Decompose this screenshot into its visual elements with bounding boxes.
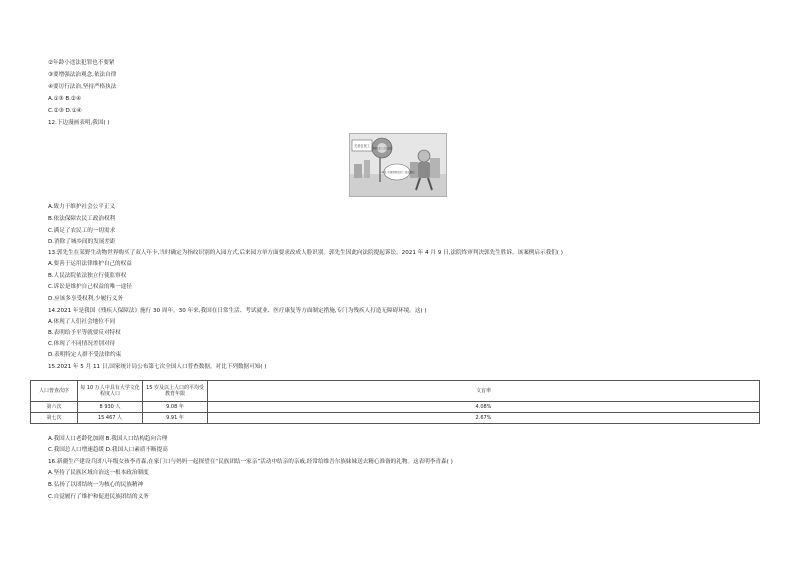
- q15-option-line: A.我国人口老龄化加剧 B.我国人口结构趋向合理: [48, 436, 168, 442]
- q15-stem: 15.2021 年 5 月 11 日,国家统计局公布第七次全国人口普查数据。对比下列数据可知( ): [48, 364, 267, 370]
- table-cell: 15 467 人: [78, 413, 143, 424]
- table-cell: 2.67%: [208, 413, 760, 424]
- q16-stem: 16.新疆生产建设兵团八年级女孩李青森,在家门口与妈妈一起探望在“民族团结一家亲”活动中结亲的亲戚,经常给维吾尔族妹妹送去精心准备的礼物。这表明李青森( ): [48, 459, 453, 465]
- q12-cartoon-image: [349, 133, 447, 197]
- q16-option: A.坚持了民族区域自治这一根本政治制度: [48, 470, 149, 476]
- cartoon-sign-text: 关爱农民工: [354, 144, 370, 148]
- table-cell: 8 930 人: [78, 402, 143, 413]
- q11-option-line: ③要增强法治观念,依法自律: [48, 72, 117, 78]
- table-cell: 9.91 年: [143, 413, 208, 424]
- q16-option: C.自觉履行了维护和促进民族团结的义务: [48, 494, 149, 500]
- q13-option: B.人民法院依法独立行使监察权: [48, 273, 127, 279]
- cartoon-flower-text: 保障农民工合法权益: [372, 147, 392, 150]
- q14-option: B.表明给予平等就要反对特权: [48, 330, 121, 336]
- q11-choice-line: A.①③ B.②④: [48, 96, 81, 102]
- table-header-cell: 每 10 万人中具有大学文化程度人口: [78, 381, 143, 402]
- q12-option: C.满足了农民工的一切需求: [48, 228, 116, 234]
- table-cell: 4.08%: [208, 402, 760, 413]
- table-cell: 9.08 年: [143, 402, 208, 413]
- q16-option: B.弘扬了以团结统一为核心的民族精神: [48, 482, 144, 488]
- q11-option-line: ②年龄小违法犯罪也不要紧: [48, 60, 115, 66]
- q12-option: D.消除了城乡间的发展差距: [48, 239, 116, 245]
- q12-stem: 12.下边漫画表明,我国( ): [48, 120, 110, 126]
- q11-option-line: ④要厉行法治,坚持严格执法: [48, 84, 117, 90]
- q14-option: A.体现了人们社会地位不同: [48, 319, 116, 325]
- table-header-cell: 文盲率: [208, 381, 760, 402]
- q13-stem: 13.郭先生在某野生动物世界购买了双人年卡,当时确定为指纹识别的入园方式,后来园方单方面要求改成人脸识别。郭先生因此向法院提起诉讼。2021 年 4 月 9 日,法院终审判决郭先生胜诉。该案例启示我们( ): [48, 250, 563, 256]
- q13-option: C.诉讼是维护自己权益的唯一途径: [48, 284, 132, 290]
- q11-choice-line: C.②③ D.①④: [48, 108, 82, 114]
- q13-option: D.应该多享受权利,少履行义务: [48, 296, 123, 302]
- cartoon-placard-text: 一年来 实现帮助农民工 依法维权: [379, 171, 415, 174]
- table-cell: 第七次: [31, 413, 78, 424]
- table-header-row: [31, 381, 760, 402]
- q14-option: D.表明特定人群不受法律约束: [48, 352, 122, 358]
- table-row: [31, 402, 760, 413]
- table-row: [31, 413, 760, 424]
- q14-option: C.体现了不同情况差别对待: [48, 341, 116, 347]
- q15-option-line: C.我国总人口增速趋缓 D.我国人口素质不断提高: [48, 447, 168, 453]
- q14-stem: 14.2021 年是我国《残疾人保障法》施行 30 周年。30 年来,我国在日常生活、考试就业、医疗康复等方面制定措施,专门为残疾人打造无障碍环境。这( ): [48, 308, 427, 314]
- census-table: [30, 380, 760, 424]
- q12-option: B.依法保障农民工政治权利: [48, 216, 116, 222]
- q13-option: A.要善于运用法律维护自己的权益: [48, 261, 132, 267]
- table-cell: 第六次: [31, 402, 78, 413]
- q12-option: A.致力于维护社会公平正义: [48, 204, 116, 210]
- table-header-cell: 人口普查次序: [31, 381, 78, 402]
- table-header-cell: 15 岁及以上人口的平均受教育年限: [143, 381, 208, 402]
